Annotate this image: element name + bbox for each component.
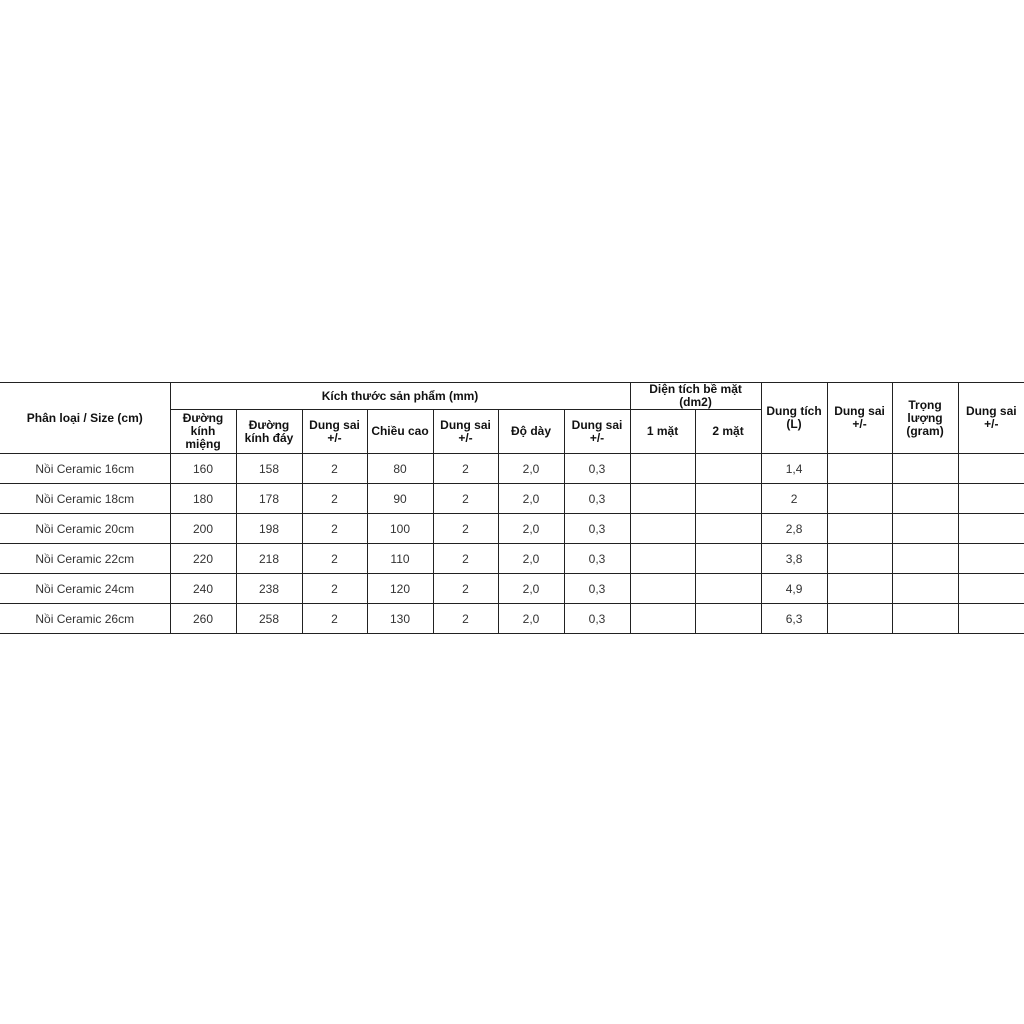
cell-surface-one-side xyxy=(630,484,695,514)
cell-weight xyxy=(892,454,958,484)
cell-capacity: 2,8 xyxy=(761,514,827,544)
cell-mouth-diameter: 180 xyxy=(170,484,236,514)
header-thickness-tolerance: Dung sai +/- xyxy=(564,410,630,454)
cell-thickness-tolerance: 0,3 xyxy=(564,514,630,544)
cell-height: 90 xyxy=(367,484,433,514)
cell-diameter-tolerance: 2 xyxy=(302,514,367,544)
cell-name: Nồi Ceramic 22cm xyxy=(0,544,170,574)
header-weight-tolerance: Dung sai +/- xyxy=(958,383,1024,454)
cell-height-tolerance: 2 xyxy=(433,484,498,514)
cell-name: Nồi Ceramic 24cm xyxy=(0,574,170,604)
cell-capacity-tolerance xyxy=(827,574,892,604)
header-surface-group: Diện tích bề mặt (dm2) xyxy=(630,383,761,410)
cell-capacity: 6,3 xyxy=(761,604,827,634)
header-diameter-tolerance: Dung sai +/- xyxy=(302,410,367,454)
cell-weight xyxy=(892,514,958,544)
table-row xyxy=(0,604,1024,634)
cell-surface-one-side xyxy=(630,514,695,544)
cell-height: 110 xyxy=(367,544,433,574)
cell-thickness: 2,0 xyxy=(498,454,564,484)
header-category: Phân loại / Size (cm) xyxy=(0,383,170,454)
table-row xyxy=(0,514,1024,544)
cell-mouth-diameter: 220 xyxy=(170,544,236,574)
cell-surface-two-sides xyxy=(695,454,761,484)
cell-weight xyxy=(892,574,958,604)
cell-capacity-tolerance xyxy=(827,484,892,514)
header-surface-two-sides: 2 mặt xyxy=(695,410,761,454)
cell-diameter-tolerance: 2 xyxy=(302,544,367,574)
cell-weight-tolerance xyxy=(958,454,1024,484)
cell-thickness: 2,0 xyxy=(498,514,564,544)
cell-base-diameter: 238 xyxy=(236,574,302,604)
cell-weight xyxy=(892,604,958,634)
cell-surface-two-sides xyxy=(695,574,761,604)
cell-thickness-tolerance: 0,3 xyxy=(564,484,630,514)
table-row xyxy=(0,574,1024,604)
cell-weight-tolerance xyxy=(958,514,1024,544)
cell-thickness-tolerance: 0,3 xyxy=(564,544,630,574)
cell-surface-two-sides xyxy=(695,604,761,634)
cell-diameter-tolerance: 2 xyxy=(302,484,367,514)
cell-weight-tolerance xyxy=(958,604,1024,634)
cell-height-tolerance: 2 xyxy=(433,604,498,634)
cell-capacity: 3,8 xyxy=(761,544,827,574)
cell-height-tolerance: 2 xyxy=(433,544,498,574)
cell-surface-two-sides xyxy=(695,544,761,574)
header-row-top xyxy=(0,383,1024,410)
cell-base-diameter: 178 xyxy=(236,484,302,514)
cell-height: 120 xyxy=(367,574,433,604)
header-surface-one-side: 1 mặt xyxy=(630,410,695,454)
cell-base-diameter: 258 xyxy=(236,604,302,634)
cell-thickness: 2,0 xyxy=(498,484,564,514)
cell-surface-two-sides xyxy=(695,484,761,514)
cell-capacity: 2 xyxy=(761,484,827,514)
cell-height: 130 xyxy=(367,604,433,634)
cell-diameter-tolerance: 2 xyxy=(302,574,367,604)
cell-height: 100 xyxy=(367,514,433,544)
cell-mouth-diameter: 200 xyxy=(170,514,236,544)
cell-weight xyxy=(892,484,958,514)
cell-weight-tolerance xyxy=(958,544,1024,574)
cell-capacity-tolerance xyxy=(827,544,892,574)
header-capacity: Dung tích (L) xyxy=(761,383,827,454)
table-header xyxy=(0,383,1024,454)
cell-base-diameter: 218 xyxy=(236,544,302,574)
cell-diameter-tolerance: 2 xyxy=(302,604,367,634)
cell-name: Nồi Ceramic 26cm xyxy=(0,604,170,634)
cell-surface-one-side xyxy=(630,604,695,634)
header-height-tolerance: Dung sai +/- xyxy=(433,410,498,454)
cell-thickness-tolerance: 0,3 xyxy=(564,454,630,484)
cell-capacity: 4,9 xyxy=(761,574,827,604)
cell-weight-tolerance xyxy=(958,484,1024,514)
cell-thickness-tolerance: 0,3 xyxy=(564,574,630,604)
table-row xyxy=(0,454,1024,484)
cell-height: 80 xyxy=(367,454,433,484)
cell-base-diameter: 158 xyxy=(236,454,302,484)
header-base-diameter: Đường kính đáy xyxy=(236,410,302,454)
table-row xyxy=(0,544,1024,574)
cell-thickness: 2,0 xyxy=(498,574,564,604)
cell-weight-tolerance xyxy=(958,574,1024,604)
cell-capacity-tolerance xyxy=(827,454,892,484)
header-weight: Trọng lượng (gram) xyxy=(892,383,958,454)
cell-mouth-diameter: 240 xyxy=(170,574,236,604)
cell-mouth-diameter: 160 xyxy=(170,454,236,484)
product-spec-table xyxy=(0,382,1024,634)
cell-name: Nồi Ceramic 20cm xyxy=(0,514,170,544)
cell-surface-one-side xyxy=(630,454,695,484)
cell-capacity-tolerance xyxy=(827,514,892,544)
cell-height-tolerance: 2 xyxy=(433,574,498,604)
header-mouth-diameter: Đường kính miệng xyxy=(170,410,236,454)
cell-weight xyxy=(892,544,958,574)
cell-mouth-diameter: 260 xyxy=(170,604,236,634)
cell-height-tolerance: 2 xyxy=(433,514,498,544)
table-body xyxy=(0,454,1024,634)
cell-surface-one-side xyxy=(630,574,695,604)
cell-name: Nồi Ceramic 18cm xyxy=(0,484,170,514)
cell-thickness: 2,0 xyxy=(498,604,564,634)
cell-surface-two-sides xyxy=(695,514,761,544)
cell-thickness: 2,0 xyxy=(498,544,564,574)
cell-surface-one-side xyxy=(630,544,695,574)
header-dimensions-group: Kích thước sản phẩm (mm) xyxy=(170,383,630,410)
cell-base-diameter: 198 xyxy=(236,514,302,544)
header-height: Chiều cao xyxy=(367,410,433,454)
cell-thickness-tolerance: 0,3 xyxy=(564,604,630,634)
cell-name: Nồi Ceramic 16cm xyxy=(0,454,170,484)
cell-capacity-tolerance xyxy=(827,604,892,634)
table-row xyxy=(0,484,1024,514)
cell-height-tolerance: 2 xyxy=(433,454,498,484)
header-capacity-tolerance: Dung sai +/- xyxy=(827,383,892,454)
cell-diameter-tolerance: 2 xyxy=(302,454,367,484)
cell-capacity: 1,4 xyxy=(761,454,827,484)
header-thickness: Độ dày xyxy=(498,410,564,454)
